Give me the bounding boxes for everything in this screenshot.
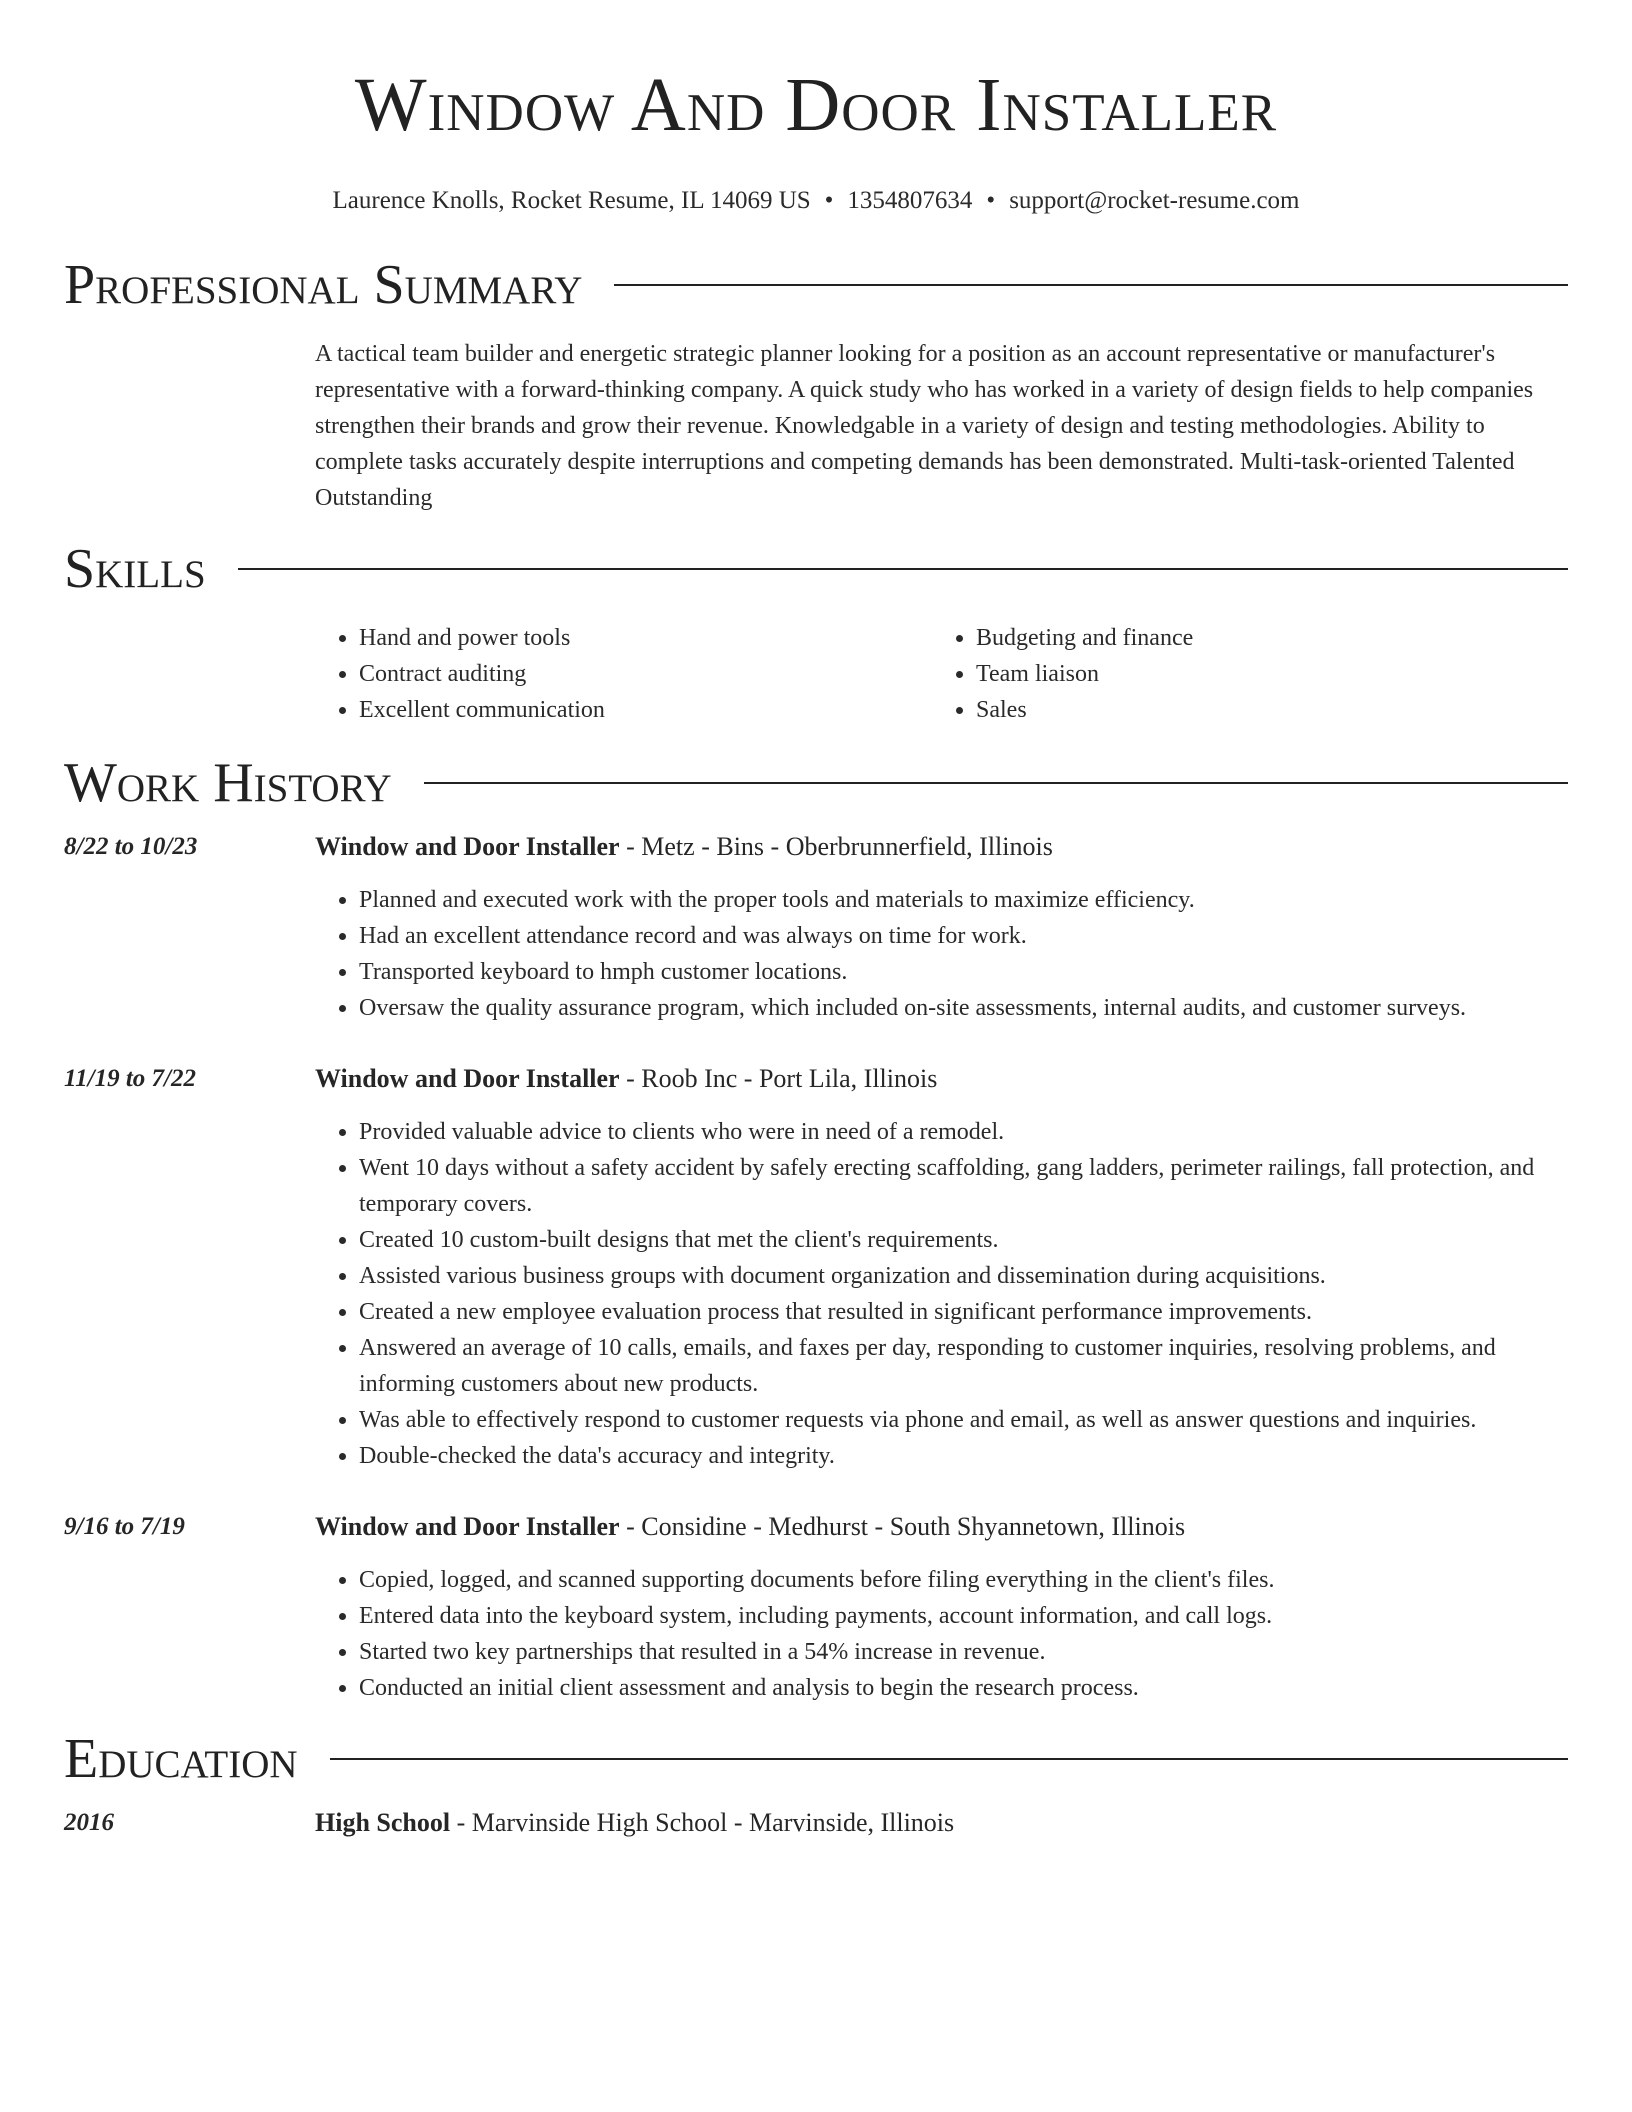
- contact-separator: •: [986, 187, 996, 214]
- education-section-header: [64, 1730, 1568, 1788]
- job-employer: - Considine - Medhurst - South Shyannetown, Illinois: [619, 1512, 1186, 1541]
- job-heading: [315, 1508, 1568, 1546]
- job-dates: 11/19 to 7/22: [64, 1065, 196, 1092]
- job-bullet: • Created 10 custom-built designs that met the client's requirements.: [359, 1222, 1568, 1258]
- work-section-header: [64, 754, 1568, 812]
- job-bullets: [315, 1562, 1568, 1706]
- contact-separator: •: [824, 187, 834, 214]
- skills-list: [315, 620, 1568, 728]
- contact-line: [64, 186, 1568, 216]
- job-bullet: • Assisted various business groups with document organization and dissemination during acquisitions.: [359, 1258, 1568, 1294]
- skills-column-right: [932, 620, 1549, 728]
- skill-item: • Contract auditing: [359, 656, 932, 692]
- section-divider: [424, 782, 1568, 784]
- skills-column-left: [315, 620, 932, 728]
- job-title: Window and Door Installer: [315, 1064, 620, 1093]
- contact-email: support@rocket-resume.com: [1009, 187, 1300, 214]
- job-bullet: • Planned and executed work with the proper tools and materials to maximize efficiency.: [359, 882, 1568, 918]
- job-bullet: • Had an excellent attendance record and was always on time for work.: [359, 918, 1568, 954]
- contact-address: Laurence Knolls, Rocket Resume, IL 14069 US: [332, 187, 811, 214]
- contact-phone: 1354807634: [847, 187, 973, 214]
- education-heading: Education: [64, 1728, 298, 1790]
- job-bullets: [315, 1114, 1568, 1474]
- section-divider: [330, 1758, 1568, 1760]
- job-employer: - Metz - Bins - Oberbrunnerfield, Illinois: [619, 832, 1053, 861]
- skill-item: • Excellent communication: [359, 692, 932, 728]
- job-entry: [64, 1060, 1568, 1474]
- job-dates: 8/22 to 10/23: [64, 833, 198, 860]
- summary-heading: Professional Summary: [64, 254, 583, 316]
- resume-title: Window And Door Installer: [354, 63, 1278, 147]
- education-date: 2016: [64, 1809, 114, 1836]
- skill-item: • Team liaison: [976, 656, 1549, 692]
- summary-section-header: [64, 256, 1568, 314]
- job-bullet: • Went 10 days without a safety accident by safely erecting scaffolding, gang ladders, perimeter railings, fall protection, and temporary covers.: [359, 1150, 1568, 1222]
- job-title: Window and Door Installer: [315, 1512, 620, 1541]
- education-heading-line: [315, 1804, 1568, 1842]
- job-bullet: • Oversaw the quality assurance program, which included on-site assessments, internal audits, and customer surveys.: [359, 990, 1568, 1026]
- job-heading: [315, 1060, 1568, 1098]
- summary-text: A tactical team builder and energetic strategic planner looking for a position as an account representative or manufacturer's representative with a forward-thinking company. A quick study who has worked in a variety of design fields to help companies strengthen their brands and grow their revenue. Knowledgable in a variety of design and testing methodologies. Ability to complete tasks accurately despite interruptions and competing demands has been demonstrated. Multi-task-oriented Talented Outstanding: [315, 341, 1534, 511]
- work-heading: Work History: [64, 752, 392, 814]
- skills-section-header: [64, 540, 1568, 598]
- job-bullet: • Created a new employee evaluation process that resulted in significant performance improvements.: [359, 1294, 1568, 1330]
- job-bullet: • Started two key partnerships that resulted in a 54% increase in revenue.: [359, 1634, 1568, 1670]
- job-title: Window and Door Installer: [315, 832, 620, 861]
- job-bullet: • Provided valuable advice to clients who were in need of a remodel.: [359, 1114, 1568, 1150]
- job-bullet: • Copied, logged, and scanned supporting documents before filing everything in the client's files.: [359, 1562, 1568, 1598]
- job-dates: 9/16 to 7/19: [64, 1513, 185, 1540]
- job-bullet: • Entered data into the keyboard system, including payments, account information, and call logs.: [359, 1598, 1568, 1634]
- job-entry: [64, 828, 1568, 1026]
- section-divider: [238, 568, 1568, 570]
- skills-heading: Skills: [64, 538, 206, 600]
- job-bullets: [315, 882, 1568, 1026]
- job-bullet: • Conducted an initial client assessment and analysis to begin the research process.: [359, 1670, 1568, 1706]
- job-content: [315, 1508, 1568, 1706]
- education-school: - Marvinside High School - Marvinside, Illinois: [450, 1808, 955, 1837]
- job-employer: - Roob Inc - Port Lila, Illinois: [619, 1064, 938, 1093]
- job-content: [315, 828, 1568, 1026]
- skill-item: • Sales: [976, 692, 1549, 728]
- job-content: [315, 1060, 1568, 1474]
- job-heading: [315, 828, 1568, 866]
- education-degree: High School: [315, 1808, 451, 1837]
- job-bullet: • Transported keyboard to hmph customer locations.: [359, 954, 1568, 990]
- section-divider: [614, 284, 1568, 286]
- skill-item: • Budgeting and finance: [976, 620, 1549, 656]
- job-bullet: • Double-checked the data's accuracy and integrity.: [359, 1438, 1568, 1474]
- education-content: [315, 1804, 1568, 1842]
- job-entry: [64, 1508, 1568, 1706]
- job-bullet: • Answered an average of 10 calls, emails, and faxes per day, responding to customer inquiries, resolving problems, and informing customers about new products.: [359, 1330, 1568, 1402]
- skill-item: • Hand and power tools: [359, 620, 932, 656]
- job-bullet: • Was able to effectively respond to customer requests via phone and email, as well as answer questions and inquiries.: [359, 1402, 1568, 1438]
- education-entry: [64, 1804, 1568, 1842]
